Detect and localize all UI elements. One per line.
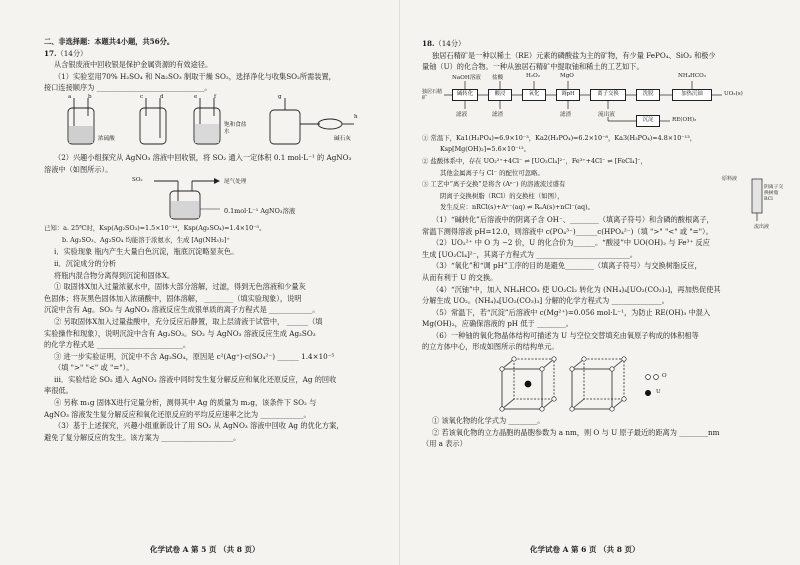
cond-3b: 阴离子交换树脂（RCl）的交换柱（如图）， — [440, 191, 564, 200]
q17-part2: （2）兴趣小组探究从 AgNO₃ 溶液中回收银，将 SO₂ 通入一定体积 0.1 mol·L⁻¹ 的 AgNO₃ — [54, 152, 352, 162]
footer-left: 化学试卷 A 第 5 页 （共 8 页） — [150, 545, 260, 554]
q18-intro-b: 量铀（U）的化合物。一种从独居石精矿中提取铀和稀土的工艺如下。 — [422, 62, 644, 72]
sub2-d: 的化学方程式是 ________________________。 — [44, 340, 191, 350]
step-alkali: 碱转化 — [452, 89, 478, 101]
step-ii: ii．沉淀成分的分析 — [54, 258, 117, 268]
sub4: ④ 另称 m₁g 固体X进行定量分析，测得其中 Ag 的质量为 m₂g，该条件下 SO₂ 与 — [54, 398, 317, 408]
q17-part2-b: 溶液中（如图所示）。 — [44, 164, 113, 174]
q18-1c: 常温下测得溶液 pH=12.0，则溶液中 c(PO₄³⁻)______c(HPO₄²⁻)（填 ">" "<" 或 "="）。 — [422, 226, 713, 236]
q18-3c: 从而有利于 U 的交换。 — [422, 272, 498, 282]
apparatus-diagram — [44, 94, 384, 152]
q18-3: （3）“氧化”和“调 pH”工序的目的是避免________（填离子符号）与交换树脂反应， — [432, 261, 702, 271]
so2-bottle-figure: SO₂ 尾气处理 0.1mol·L⁻¹ AgNO₃溶液 — [44, 175, 390, 223]
q18-6-2c: （用 a 表示） — [422, 439, 467, 449]
page-6 — [400, 0, 800, 565]
sub1: ① 取固体X加入过量浓氨水中，固体大部分溶解，过滤，得到无色溶液和少量灰 — [54, 282, 306, 292]
q18-4b: 分解生成 UO₂。(NH₄)₄[UO₂(CO₃)₃] 分解的化学方程式为 ______________。 — [422, 296, 669, 306]
q17-header: 17.（14分） — [44, 48, 88, 58]
crystal-structure-figure — [422, 353, 786, 415]
so2-bottle-diagram — [44, 175, 384, 223]
step-iii-b: 率很低。 — [44, 386, 73, 396]
product-uo2: UO₂(s) — [724, 90, 743, 97]
q18-5: （5）常温下，若“沉淀”后溶液中 c(Mg²⁺)=0.056 mol·L⁻¹，为防止 RE(OH)₃ 中混入 — [432, 307, 711, 317]
legend-o: O — [662, 373, 667, 380]
q18-2: （2）UO₂²⁺ 中 O 为 −2 价，U 的化合价为______。“酸浸”中 UO(OH)₂ 与 Fe³⁺ 反应 — [432, 238, 710, 248]
crystal-cells-diagram — [422, 353, 782, 415]
sub4-b: AgNO₃ 溶液发生复分解反应和氧化还原反应的平均反应速率之比为 ____________。 — [44, 409, 311, 419]
sub3: ③ 进一步实验证明，沉淀中不含 Ag₂SO₄，原因是 c²(Ag⁺)·c(SO₄²⁻) ______ 1.4×10⁻⁵ — [54, 351, 335, 361]
step-i: i．实验现象 瓶内产生大量白色沉淀，瓶底沉淀略显灰色。 — [54, 247, 239, 257]
q18-6b: 的立方体中心，形成如图所示的结构单元。 — [422, 342, 559, 352]
step-ion-exchange: 离子交换 — [590, 89, 626, 101]
flowchart-arrows — [422, 73, 786, 133]
step-iii: iii．实验结论 SO₂ 通入 AgNO₃ 溶液中同时发生复分解反应和氧化还原反应，Ag 的回收 — [54, 374, 337, 384]
given-b: b. Ag₂SO₃、Ag₂SO₄ 均能溶于浓氨水，生成 [Ag(NH₃)₂]⁺ — [62, 235, 230, 244]
apparatus-figure: a b c d e f g h 浓硫酸 饱和食盐水 碱石灰 — [44, 94, 390, 152]
q17-part1: （1）实验室用70% H₂SO₄ 和 Na₂SO₃ 制取干燥 SO₂，选择净化与收集SO₂所需装置， — [54, 71, 336, 81]
q18-6-2: ② 若该氧化物的立方晶胞的晶胞参数为 a nm，则 O 与 U 原子最近的距离为 ________nm — [432, 427, 720, 437]
cond-1b: Ksp[Mg(OH)₂]=5.6×10⁻¹²。 — [440, 145, 531, 154]
q17-part3: （3）基于上述探究，兴趣小组重新设计了用 SO₂ 从 AgNO₃ 溶液中回收 Ag 的优化方案， — [54, 421, 344, 431]
cond-2: ② 盐酸体系中，存在 UO₂²⁺+4Cl⁻ ⇌ [UO₂Cl₄]²⁻，Fe³⁺+4Cl⁻ ⇌ [FeCl₄]⁻， — [422, 156, 647, 165]
cond-2b: 其他金属离子与 Cl⁻ 的配位可忽略。 — [440, 168, 544, 177]
label-brine: 饱和食盐水 — [224, 121, 247, 135]
footer-right: 化学试卷 A 第 6 页 （共 8 页） — [530, 545, 640, 554]
legend-u: U — [656, 389, 661, 396]
step-ii-a: 将瓶内混合物分离得到沉淀和固体X。 — [54, 270, 175, 280]
q18-5b: Mg(OH)₂，应确保溶液的 pH 低于 ________。 — [422, 319, 573, 329]
step-settle: 沉淀 — [636, 115, 660, 127]
label-conc-h2so4: 浓硫酸 — [98, 135, 115, 142]
sub1-b: 色固体；将灰黑色固体加入浓硝酸中，固体溶解， ________（填实验现象），说明 — [44, 293, 302, 303]
step-elute: 洗脱 — [636, 89, 660, 101]
section-heading: 二、非选择题：本题共4小题，共56分。 — [44, 37, 175, 46]
q18-1: （1）“碱转化”后溶液中的阴离子含 OH⁻、________（填离子符号）和含磷的酸根离子， — [432, 214, 714, 224]
q18-2c: 生成 [UO₂Cl₄]²⁻，其离子方程式为 __________________________。 — [422, 249, 637, 259]
cond-1: ① 常温下，Ka1(H₃PO₄)=6.9×10⁻³，Ka2(H₃PO₄)=6.2×10⁻⁸，Ka3(H₃PO₄)=4.8×10⁻¹³， — [422, 133, 697, 142]
cond-3: ③ 工艺中“离子交换”是将含 (Aⁿ⁻) 的溶液流过盛有 — [422, 180, 566, 189]
q18-4: （4）“沉铀”中，加入 NH₄HCO₃ 使 UO₂Cl₂ 转化为 (NH₄)₄[UO₂(CO₃)₃]，再加热促使其 — [432, 284, 721, 294]
sub1-d: 沉淀中含有 Ag。SO₂ 与 AgNO₃ 溶液反应生成银单质的离子方程式是 ____________。 — [44, 305, 320, 315]
step-acid-leach: 酸浸 — [488, 89, 512, 101]
cond-3c: 发生反应：nRCl(s)+Aⁿ⁻(aq) ⇌ RₙA(s)+nCl⁻(aq)。 — [440, 203, 595, 212]
q17-part3-b: 避免了复分解反应的发生。该方案为 ____________________。 — [44, 432, 241, 442]
process-flowchart: NaOH溶液 盐酸 H₂O₂ MgO NH₄HCO₃ 独居石精矿 碱转化 酸浸 氧化 调pH 离子交换 洗脱 加热沉铀 UO₂(s) 滤液 滤渣 滤渣 流出液 沉淀 RE(OH)₃ — [422, 73, 786, 133]
sub2-c: 实验操作和现象），说明沉淀中含有 Ag₂SO₃。SO₂ 与 AgNO₃ 溶液反应生成 Ag₂SO₃ — [44, 328, 316, 338]
q18-6-1: ① 该氧化物的化学式为 ________。 — [432, 416, 545, 426]
step-precipitate-u: 加热沉铀 — [672, 89, 712, 101]
sub3-c: （填 ">" "<" 或 "="）。 — [54, 363, 134, 373]
q17-part1-answer-line: 接口连接顺序为 ______________________________。 — [44, 83, 212, 93]
given-a: 已知：a. 25℃时，Ksp(Ag₂SO₃)=1.5×10⁻¹⁴，Ksp(Ag₂SO₄)=1.4×10⁻⁵。 — [44, 224, 266, 233]
ion-exchange-block: ③ 工艺中“离子交换”是将含 (Aⁿ⁻) 的溶液流过盛有 阴离子交换树脂（RCl）的交换柱（如图）， 发生反应：nRCl(s)+Aⁿ⁻(aq) ⇌ RₙA(s)+nCl⁻(aq)。 原料液 阴离子交换树脂RCl 流出液 — [422, 179, 786, 214]
q18-6: （6）一种铀的氧化物晶体结构可描述为 U 与空位交替填充由氧原子构成的体积相等 — [432, 330, 699, 340]
start-material: 独居石精矿 — [422, 88, 443, 101]
step-oxidize: 氧化 — [522, 89, 546, 101]
q18-intro: 独居石精矿是一种以稀土（RE）元素的磷酸盐为主的矿物，有少量 FePO₄、SiO₂ 和极少 — [432, 50, 716, 60]
q17-intro: 从含银废液中回收银是保护金属资源的有效途径。 — [54, 60, 213, 70]
q18-header: 18.（14分） — [422, 39, 466, 48]
step-adjust-ph: 调pH — [556, 89, 580, 101]
sub2: ② 另取固体X加入过量盐酸中，充分反应后静置，取上层清液于试管中， ______（填 — [54, 316, 323, 326]
label-soda-lime: 碱石灰 — [334, 135, 351, 142]
